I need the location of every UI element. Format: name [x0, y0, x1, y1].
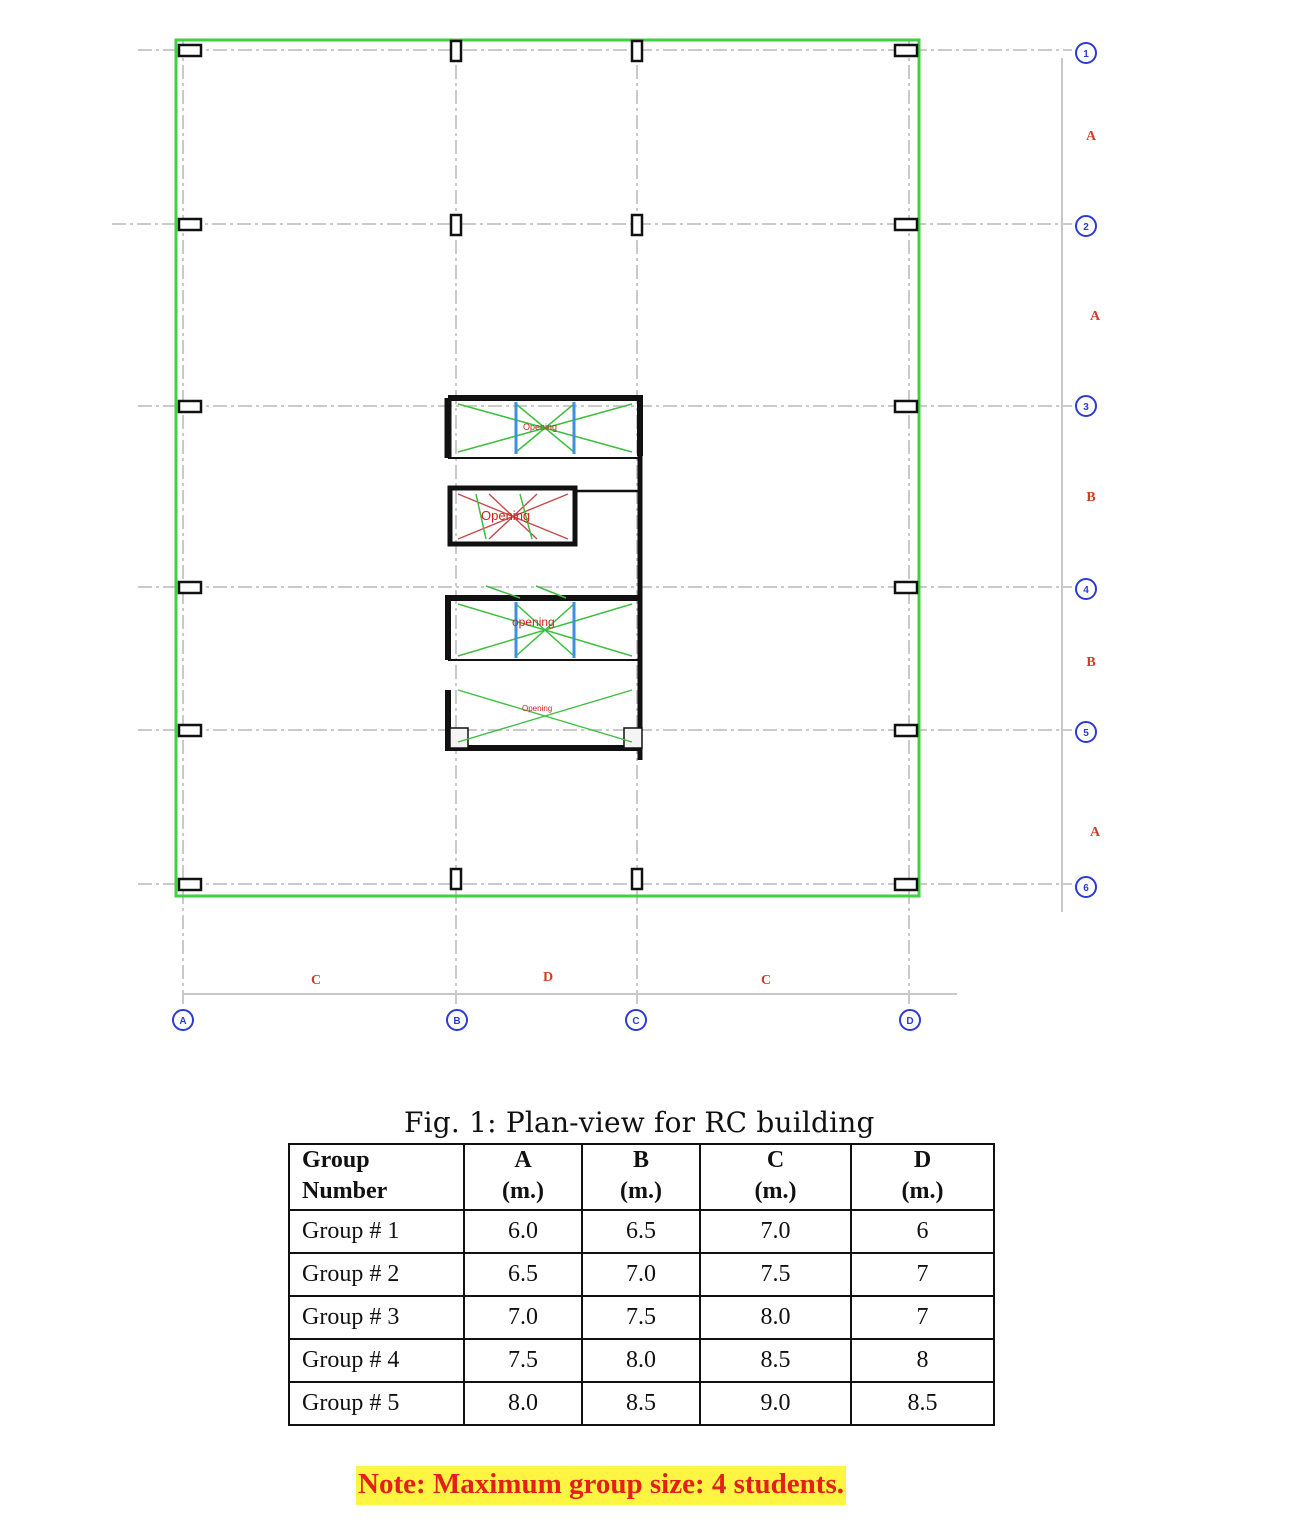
column [632, 41, 642, 61]
column [632, 869, 642, 889]
table-row [289, 1253, 994, 1296]
group-cell: Group # 5 [289, 1382, 464, 1425]
row-spacing-label: B [1086, 655, 1096, 670]
column [451, 215, 461, 235]
column [632, 215, 642, 235]
column [895, 725, 917, 736]
grid-label-col: B [453, 1016, 461, 1027]
group-cell: Group # 3 [289, 1296, 464, 1339]
value-cell: 6.0 [464, 1210, 582, 1253]
row-spacing-label: B [1086, 490, 1096, 505]
value-cell: 8.0 [464, 1382, 582, 1425]
group-size-note: Note: Maximum group size: 4 students. [356, 1466, 846, 1505]
figure-caption: Fig. 1: Plan-view for RC building [404, 1106, 875, 1139]
value-cell: 8.5 [851, 1382, 994, 1425]
row-spacing-label: A [1085, 129, 1097, 144]
opening-cross [458, 690, 632, 742]
column-bubbles [173, 1010, 920, 1030]
building-outline [176, 40, 919, 896]
columns [179, 41, 917, 890]
row-bubbles [1076, 43, 1096, 897]
grid-label-col: A [179, 1016, 187, 1027]
grid-label-col: D [906, 1016, 914, 1027]
row-spacing-label: A [1089, 309, 1101, 324]
col-spacing-label: C [310, 973, 322, 988]
header-b: B (m.) [582, 1144, 700, 1210]
column [895, 582, 917, 593]
value-cell: 9.0 [700, 1382, 851, 1425]
value-cell: 7.5 [700, 1253, 851, 1296]
opening-label: opening [512, 615, 555, 629]
column [179, 879, 201, 890]
table-row [289, 1382, 994, 1425]
core-wall [448, 690, 640, 748]
row-spacing-label: A [1089, 825, 1101, 840]
grid-label-row: 3 [1083, 402, 1089, 413]
core-column [624, 728, 642, 748]
column [451, 41, 461, 61]
column [179, 725, 201, 736]
opening-label: Opening [522, 704, 553, 713]
grid-label-row: 1 [1083, 49, 1089, 60]
value-cell: 8 [851, 1339, 994, 1382]
col-spacing-label: D [542, 970, 554, 985]
table-row [289, 1296, 994, 1339]
grid-lines [112, 40, 1072, 1008]
table-row [289, 1339, 994, 1382]
column [179, 582, 201, 593]
header-d: D (m.) [851, 1144, 994, 1210]
building-core [448, 398, 642, 760]
value-cell: 7.0 [700, 1210, 851, 1253]
group-dimensions-table [288, 1143, 995, 1426]
group-cell: Group # 2 [289, 1253, 464, 1296]
value-cell: 6.5 [464, 1253, 582, 1296]
grid-label-row: 2 [1083, 222, 1089, 233]
grid-label-row: 6 [1083, 883, 1089, 894]
column [895, 879, 917, 890]
column [179, 401, 201, 412]
table-header-row [289, 1144, 994, 1210]
value-cell: 8.5 [700, 1339, 851, 1382]
group-cell: Group # 4 [289, 1339, 464, 1382]
column [179, 219, 201, 230]
group-cell: Group # 1 [289, 1210, 464, 1253]
value-cell: 6 [851, 1210, 994, 1253]
value-cell: 7.0 [582, 1253, 700, 1296]
value-cell: 7 [851, 1296, 994, 1339]
value-cell: 7 [851, 1253, 994, 1296]
column [179, 45, 201, 56]
column [895, 219, 917, 230]
opening-label: Opening [523, 422, 558, 432]
header-group-number: Group Number [289, 1144, 464, 1210]
value-cell: 7.0 [464, 1296, 582, 1339]
value-cell: 6.5 [582, 1210, 700, 1253]
value-cell: 8.5 [582, 1382, 700, 1425]
column [895, 401, 917, 412]
core-column [450, 728, 468, 748]
dimension-lines [183, 58, 1062, 994]
grid-label-row: 5 [1083, 728, 1089, 739]
header-c: C (m.) [700, 1144, 851, 1210]
value-cell: 7.5 [582, 1296, 700, 1339]
value-cell: 8.0 [700, 1296, 851, 1339]
header-a: A (m.) [464, 1144, 582, 1210]
value-cell: 7.5 [464, 1339, 582, 1382]
table-row [289, 1210, 994, 1253]
grid-label-row: 4 [1083, 585, 1089, 596]
value-cell: 8.0 [582, 1339, 700, 1382]
col-spacing-label: C [760, 973, 772, 988]
opening-label: Opening [481, 508, 531, 523]
grid-label-col: C [632, 1016, 640, 1027]
column [451, 869, 461, 889]
column [895, 45, 917, 56]
